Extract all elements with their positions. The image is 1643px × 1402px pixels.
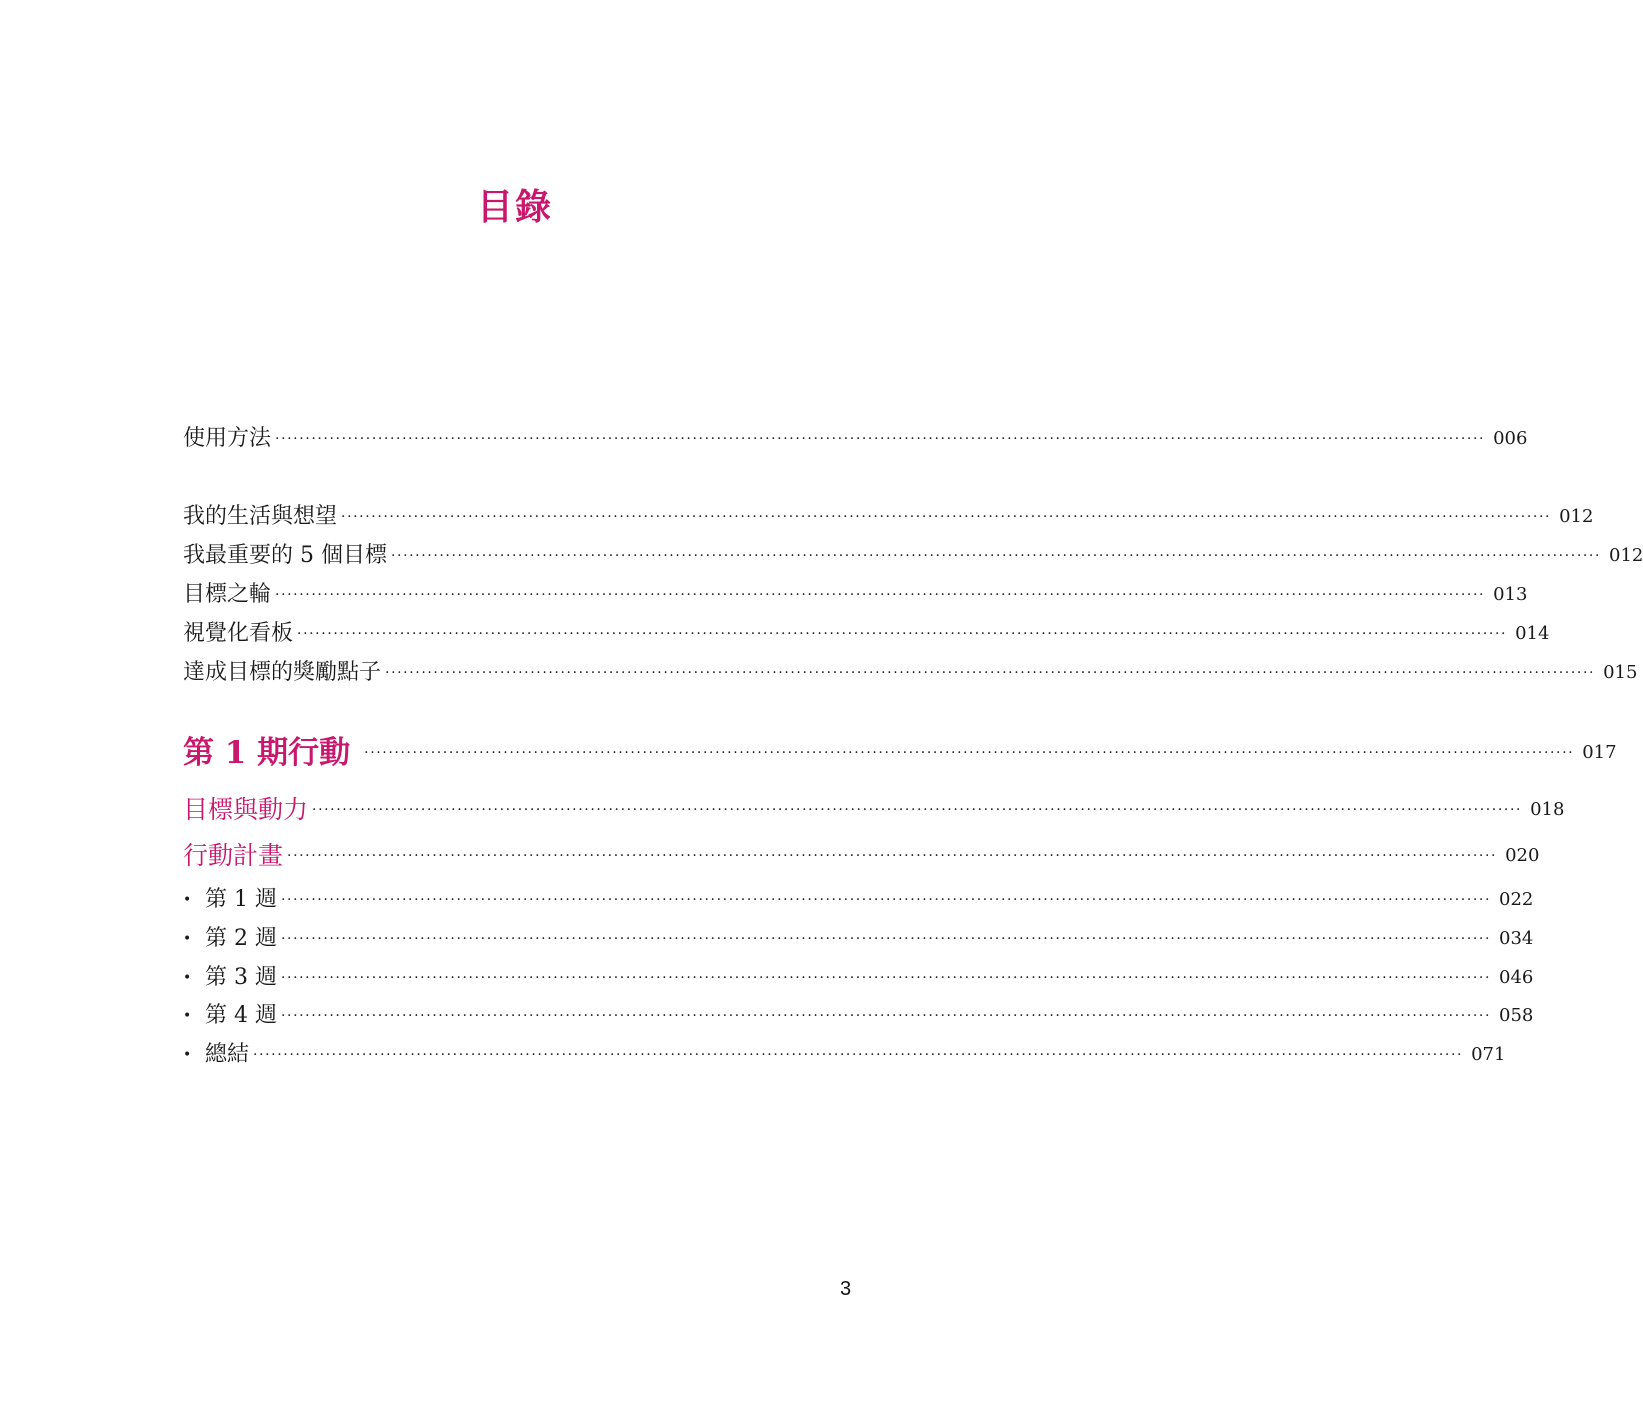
toc-entry-page: 018: [1530, 799, 1565, 820]
toc-entry-page: 015: [1603, 662, 1638, 683]
toc-entry[interactable]: [183, 1040, 1506, 1070]
bullet-icon: •: [183, 892, 192, 908]
toc-section-heading[interactable]: [183, 841, 1540, 871]
page-title: 目錄: [476, 187, 553, 228]
toc-entry[interactable]: [183, 658, 1638, 688]
toc-entry-label: 行動計畫: [183, 841, 284, 870]
toc-entry[interactable]: [183, 502, 1594, 532]
toc-entry-page: 017: [1582, 742, 1617, 763]
toc-entry-label: 總結: [205, 1042, 250, 1067]
toc-entry[interactable]: [183, 885, 1534, 915]
bullet-icon: •: [183, 970, 192, 986]
toc-entry[interactable]: [183, 619, 1550, 649]
toc-entry-page: 058: [1499, 1005, 1534, 1026]
dot-leader: ········································································································································································································: [390, 548, 1602, 564]
toc-entry-page: 034: [1499, 928, 1534, 949]
dot-leader: ········································································································································································································: [253, 1047, 1464, 1063]
dot-leader: ········································································································································································································: [287, 848, 1498, 864]
toc-entry-label: 第 4 週: [205, 1003, 277, 1028]
dot-leader: ········································································································································································································: [280, 892, 1492, 908]
page-number: 3: [840, 1278, 852, 1300]
toc-entry-label: 第 1 期行動: [183, 735, 351, 771]
toc-entry[interactable]: [183, 424, 1528, 454]
toc-entry-label: 我的生活與想望: [183, 504, 338, 529]
toc-entry[interactable]: [183, 580, 1528, 610]
toc-entry-page: 012: [1559, 506, 1594, 527]
dot-leader: ········································································································································································································: [312, 802, 1523, 818]
dot-leader: ········································································································································································································: [385, 665, 1596, 681]
toc-section-heading[interactable]: [183, 795, 1565, 825]
toc-entry-label: 第 3 週: [205, 965, 277, 990]
dot-leader: ········································································································································································································: [280, 970, 1492, 986]
toc-entry[interactable]: [183, 963, 1534, 993]
toc-entry-label: 目標與動力: [183, 795, 309, 824]
toc-entry[interactable]: [183, 1001, 1534, 1031]
dot-leader: ········································································································································································································: [341, 509, 1552, 525]
toc-entry-page: 022: [1499, 889, 1534, 910]
bullet-icon: •: [183, 1047, 192, 1063]
dot-leader: ········································································································································································································: [364, 745, 1575, 761]
dot-leader: ········································································································································································································: [280, 1008, 1492, 1024]
toc-entry-page: 071: [1471, 1044, 1506, 1065]
dot-leader: ········································································································································································································: [280, 931, 1492, 947]
toc-entry-label: 第 2 週: [205, 926, 277, 951]
bullet-icon: •: [183, 931, 192, 947]
toc-entry-label: 達成目標的獎勵點子: [183, 660, 382, 685]
toc-entry-label: 視覺化看板: [183, 621, 294, 646]
dot-leader: ········································································································································································································: [275, 587, 1486, 603]
toc-part-heading[interactable]: [183, 735, 1617, 771]
toc-entry[interactable]: [183, 924, 1534, 954]
toc-entry-label: 我最重要的 5 個目標: [183, 543, 387, 568]
toc-entry-label: 使用方法: [183, 426, 272, 451]
dot-leader: ········································································································································································································: [297, 626, 1508, 642]
toc-entry[interactable]: [183, 541, 1643, 571]
toc-entry-page: 006: [1493, 428, 1528, 449]
toc-entry-page: 013: [1493, 584, 1528, 605]
toc-entry-page: 046: [1499, 967, 1534, 988]
toc-entry-page: 014: [1515, 623, 1550, 644]
toc-entry-label: 目標之輪: [183, 582, 272, 607]
bullet-icon: •: [183, 1008, 192, 1024]
toc-entry-page: 012: [1609, 545, 1643, 566]
toc-entry-label: 第 1 週: [205, 887, 277, 912]
dot-leader: ········································································································································································································: [275, 431, 1486, 447]
toc-entry-page: 020: [1505, 845, 1540, 866]
